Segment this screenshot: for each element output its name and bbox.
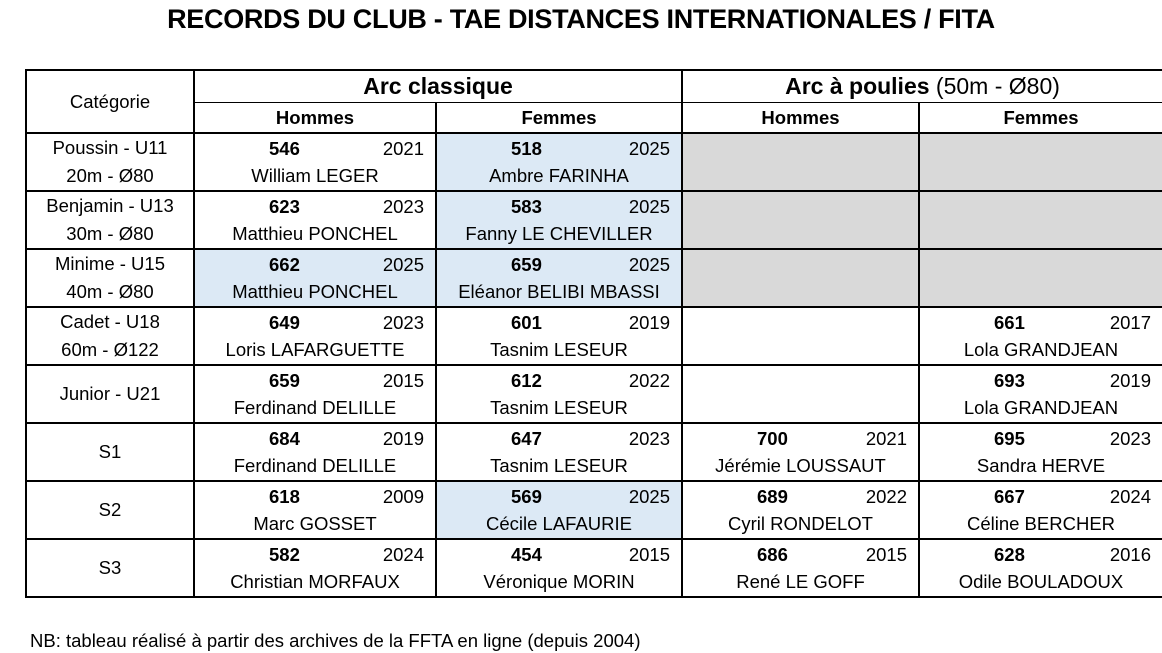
record-year: 2025: [382, 254, 424, 275]
score-line: [920, 424, 1162, 452]
record-year: 2025: [628, 196, 670, 217]
record-score: 700: [757, 428, 788, 449]
record-cell: [682, 307, 919, 336]
table-row-continuation: [26, 336, 1162, 365]
record-name-cell: [436, 510, 682, 539]
record-name-cell: [436, 162, 682, 191]
record-name-cell: [436, 452, 682, 481]
record-year: 2025: [628, 138, 670, 159]
footnote: NB: tableau réalisé à partir des archives de la FFTA en ligne (depuis 2004): [30, 630, 641, 651]
score-line: [195, 540, 435, 568]
record-name-cell: [919, 220, 1162, 249]
category-name: Minime - U15: [55, 253, 165, 274]
record-holder: Eléanor BELIBI MBASSI: [458, 281, 660, 302]
record-score: 647: [511, 428, 542, 449]
record-holder: Lola GRANDJEAN: [963, 339, 1119, 360]
record-holder: Céline BERCHER: [966, 513, 1116, 534]
category-distance: 30m - Ø80: [66, 223, 154, 244]
record-name-cell: [682, 394, 919, 423]
record-holder: Ferdinand DELILLE: [233, 397, 397, 418]
table-row: [26, 133, 1162, 162]
score-line: [437, 250, 681, 278]
record-cell: [436, 481, 682, 510]
category-cell: [26, 249, 194, 307]
record-cell: [436, 191, 682, 220]
table-row-continuation: [26, 452, 1162, 481]
record-score: 518: [511, 138, 542, 159]
record-year: 2024: [1109, 486, 1151, 507]
record-name-cell: [919, 452, 1162, 481]
table-row-continuation: [26, 568, 1162, 597]
record-cell: [436, 423, 682, 452]
record-name-cell: [682, 220, 919, 249]
record-name-cell: [919, 394, 1162, 423]
record-name-cell: [194, 510, 436, 539]
record-holder: Jérémie LOUSSAUT: [715, 455, 886, 476]
record-cell: [436, 539, 682, 568]
record-year: 2009: [382, 486, 424, 507]
record-cell: [194, 307, 436, 336]
record-year: 2024: [382, 544, 424, 565]
record-year: 2025: [628, 486, 670, 507]
record-holder: Cyril RONDELOT: [728, 513, 873, 534]
record-year: 2019: [1109, 370, 1151, 391]
record-cell: [682, 423, 919, 452]
record-name-cell: [194, 452, 436, 481]
category-header: Catégorie: [26, 70, 194, 133]
table-row-continuation: [26, 162, 1162, 191]
record-score: 686: [757, 544, 788, 565]
record-score: 649: [269, 312, 300, 333]
score-line: [437, 192, 681, 220]
record-cell: [194, 365, 436, 394]
score-line: [195, 366, 435, 394]
record-year: 2023: [382, 196, 424, 217]
category-cell: [26, 133, 194, 191]
category-cell: [26, 423, 194, 481]
score-line: [437, 540, 681, 568]
record-year: 2017: [1109, 312, 1151, 333]
record-cell: [436, 307, 682, 336]
record-cell: [194, 191, 436, 220]
arc-classique-header: Arc classique: [194, 70, 682, 103]
record-name-cell: [682, 510, 919, 539]
record-holder: Ferdinand DELILLE: [233, 455, 397, 476]
record-year: 2022: [628, 370, 670, 391]
record-score: 628: [994, 544, 1025, 565]
record-name-cell: [194, 162, 436, 191]
score-line: [195, 482, 435, 510]
record-year: 2015: [628, 544, 670, 565]
record-year: 2023: [628, 428, 670, 449]
category-name: Poussin - U11: [52, 137, 168, 158]
record-name-cell: [436, 220, 682, 249]
record-cell: [682, 249, 919, 278]
record-name-cell: [682, 336, 919, 365]
category-name: Cadet - U18: [60, 311, 160, 332]
table-row: [26, 365, 1162, 394]
record-score: 684: [269, 428, 300, 449]
record-cell: [682, 133, 919, 162]
table-row-continuation: [26, 220, 1162, 249]
record-holder: Matthieu PONCHEL: [232, 223, 398, 244]
score-line: [195, 134, 435, 162]
record-holder: Marc GOSSET: [253, 513, 377, 534]
category-distance: 40m - Ø80: [66, 281, 154, 302]
record-cell: [194, 539, 436, 568]
record-name-cell: [919, 336, 1162, 365]
record-name-cell: [194, 278, 436, 307]
record-score: 546: [269, 138, 300, 159]
record-name-cell: [194, 568, 436, 597]
category-name: Benjamin - U13: [46, 195, 174, 216]
record-name-cell: [436, 568, 682, 597]
record-cell: [919, 423, 1162, 452]
record-cell: [194, 249, 436, 278]
record-cell: [682, 481, 919, 510]
record-holder: Loris LAFARGUETTE: [225, 339, 405, 360]
score-line: [195, 424, 435, 452]
record-year: 2025: [628, 254, 670, 275]
record-holder: Lola GRANDJEAN: [963, 397, 1119, 418]
table-row: [26, 191, 1162, 220]
table-row: [26, 539, 1162, 568]
record-score: 623: [269, 196, 300, 217]
category-name: S2: [98, 499, 122, 520]
record-cell: [436, 249, 682, 278]
record-name-cell: [919, 510, 1162, 539]
table-row-continuation: [26, 394, 1162, 423]
record-score: 693: [994, 370, 1025, 391]
category-cell: [26, 539, 194, 597]
category-cell: [26, 307, 194, 365]
subheader-hommes-poulies: Hommes: [682, 103, 919, 134]
record-holder: William LEGER: [251, 165, 379, 186]
subheader-femmes-classique: Femmes: [436, 103, 682, 134]
record-score: 454: [511, 544, 542, 565]
record-holder: Christian MORFAUX: [230, 571, 400, 592]
table-row: [26, 249, 1162, 278]
record-score: 689: [757, 486, 788, 507]
record-cell: [919, 249, 1162, 278]
subheader-femmes-poulies: Femmes: [919, 103, 1162, 134]
record-score: 583: [511, 196, 542, 217]
records-table: [25, 69, 1162, 598]
record-score: 612: [511, 370, 542, 391]
score-line: [683, 482, 918, 510]
record-holder: Véronique MORIN: [483, 571, 635, 592]
record-cell: [919, 481, 1162, 510]
record-cell: [919, 191, 1162, 220]
record-cell: [682, 191, 919, 220]
record-score: 667: [994, 486, 1025, 507]
table-row-continuation: [26, 510, 1162, 539]
score-line: [195, 250, 435, 278]
table-row-continuation: [26, 278, 1162, 307]
record-name-cell: [436, 336, 682, 365]
record-holder: Fanny LE CHEVILLER: [465, 223, 653, 244]
record-holder: Matthieu PONCHEL: [232, 281, 398, 302]
record-cell: [919, 365, 1162, 394]
record-cell: [194, 133, 436, 162]
record-year: 2021: [865, 428, 907, 449]
record-holder: Cécile LAFAURIE: [486, 513, 632, 534]
record-name-cell: [436, 278, 682, 307]
subheader-hommes-classique: Hommes: [194, 103, 436, 134]
category-distance: 20m - Ø80: [66, 165, 154, 186]
category-cell: [26, 191, 194, 249]
record-name-cell: [682, 162, 919, 191]
record-score: 662: [269, 254, 300, 275]
record-year: 2015: [865, 544, 907, 565]
record-cell: [919, 133, 1162, 162]
record-cell: [436, 133, 682, 162]
record-score: 695: [994, 428, 1025, 449]
record-holder: Ambre FARINHA: [489, 165, 629, 186]
record-name-cell: [194, 394, 436, 423]
score-line: [437, 482, 681, 510]
record-year: 2019: [382, 428, 424, 449]
record-score: 601: [511, 312, 542, 333]
category-distance: 60m - Ø122: [61, 339, 159, 360]
category-name: Junior - U21: [59, 383, 161, 404]
record-year: 2019: [628, 312, 670, 333]
record-cell: [682, 539, 919, 568]
category-name: S3: [98, 557, 122, 578]
record-name-cell: [682, 452, 919, 481]
score-line: [920, 482, 1162, 510]
record-score: 569: [511, 486, 542, 507]
category-cell: [26, 481, 194, 539]
arc-poulies-header: Arc à poulies (50m - Ø80): [682, 70, 1162, 103]
score-line: [920, 366, 1162, 394]
category-name: S1: [98, 441, 122, 462]
score-line: [920, 540, 1162, 568]
record-cell: [436, 365, 682, 394]
category-cell: [26, 365, 194, 423]
score-line: [437, 134, 681, 162]
record-cell: [194, 481, 436, 510]
record-year: 2023: [382, 312, 424, 333]
score-line: [195, 308, 435, 336]
record-year: 2023: [1109, 428, 1151, 449]
record-cell: [682, 365, 919, 394]
record-year: 2016: [1109, 544, 1151, 565]
record-score: 582: [269, 544, 300, 565]
score-line: [437, 308, 681, 336]
record-holder: René LE GOFF: [736, 571, 865, 592]
record-name-cell: [919, 278, 1162, 307]
score-line: [683, 540, 918, 568]
record-holder: Tasnim LESEUR: [490, 397, 628, 418]
score-line: [195, 192, 435, 220]
record-name-cell: [682, 568, 919, 597]
score-line: [437, 366, 681, 394]
record-score: 618: [269, 486, 300, 507]
record-score: 659: [269, 370, 300, 391]
record-holder: Odile BOULADOUX: [958, 571, 1124, 592]
record-holder: Tasnim LESEUR: [490, 339, 628, 360]
table-row: [26, 307, 1162, 336]
record-name-cell: [919, 568, 1162, 597]
record-score: 659: [511, 254, 542, 275]
record-score: 661: [994, 312, 1025, 333]
record-holder: Tasnim LESEUR: [490, 455, 628, 476]
record-year: 2015: [382, 370, 424, 391]
record-name-cell: [436, 394, 682, 423]
record-name-cell: [682, 278, 919, 307]
record-name-cell: [194, 220, 436, 249]
table-row: [26, 423, 1162, 452]
table-row: [26, 481, 1162, 510]
record-cell: [919, 539, 1162, 568]
record-holder: Sandra HERVE: [976, 455, 1106, 476]
record-name-cell: [919, 162, 1162, 191]
record-year: 2022: [865, 486, 907, 507]
record-cell: [194, 423, 436, 452]
record-cell: [919, 307, 1162, 336]
score-line: [683, 424, 918, 452]
score-line: [920, 308, 1162, 336]
score-line: [437, 424, 681, 452]
record-year: 2021: [382, 138, 424, 159]
record-name-cell: [194, 336, 436, 365]
page-title: RECORDS DU CLUB - TAE DISTANCES INTERNATIONALES / FITA: [167, 4, 995, 34]
